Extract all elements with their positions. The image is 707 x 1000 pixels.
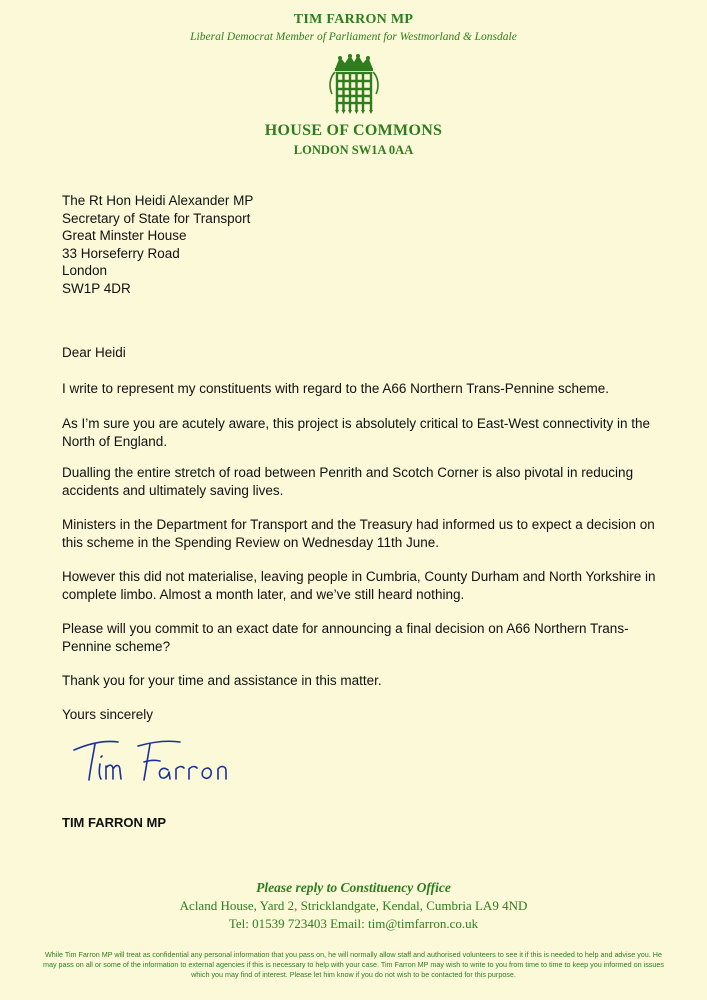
footer-contact: Tel: 01539 723403 Email: tim@timfarron.co.uk xyxy=(228,916,479,931)
letterhead-name: TIM FARRON MP xyxy=(293,12,414,27)
footer-address: Acland House, Yard 2, Stricklandgate, Kendal, Cumbria LA9 4ND xyxy=(179,898,528,913)
handwritten-signature xyxy=(68,732,238,792)
house-of-commons-heading: HOUSE OF COMMONS xyxy=(264,122,443,139)
recipient-line: Great Minster House xyxy=(62,228,187,244)
body-paragraph: However this did not materialise, leaving people in Cumbria, County Durham and North Yorkshire in complete limbo. Almost a month later, and we’ve still heard nothing. xyxy=(62,569,656,602)
body-paragraph: Ministers in the Department for Transport and the Treasury had informed us to expect a decision on this scheme in the Spending Review on Wednesday 11th June. xyxy=(62,517,655,550)
salutation: Dear Heidi xyxy=(62,345,126,360)
letterhead-address: LONDON SW1A 0AA xyxy=(293,143,414,157)
body-paragraph: Dualling the entire stretch of road between Penrith and Scotch Corner is also pivotal in reducing accidents and ultimately saving lives. xyxy=(62,465,634,498)
privacy-disclaimer: While Tim Farron MP will treat as confidential any personal information that you pass on, he will normally allow staff and authorised volunteers to see it if this is needed to help and advise you. He may pass on all or some of the information to external agencies if this is necessary to help with your case. Tim Farron MP may wish to write to you from time to time to keep you informed on issues which you may find of interest. Please let him know if you do not wish to be contacted for this purpose. xyxy=(42,950,665,979)
body-paragraph: I write to represent my constituents with regard to the A66 Northern Trans-Pennine scheme. xyxy=(62,381,610,396)
body-paragraph: Thank you for your time and assistance in this matter. xyxy=(62,673,382,688)
footer xyxy=(0,880,707,932)
signoff-name: TIM FARRON MP xyxy=(62,815,166,830)
recipient-line: Secretary of State for Transport xyxy=(62,210,251,226)
body-paragraph: As I’m sure you are acutely aware, this project is absolutely critical to East-West connectivity in the North of England. xyxy=(62,416,650,449)
recipient-line: 33 Horseferry Road xyxy=(62,245,180,261)
body-paragraph: Please will you commit to an exact date for announcing a final decision on A66 Northern Trans-Pennine scheme? xyxy=(62,621,629,654)
letterhead-subtitle: Liberal Democrat Member of Parliament for Westmorland & Lonsdale xyxy=(190,31,517,43)
footer-reply-heading: Please reply to Constituency Office xyxy=(256,880,451,895)
letterhead xyxy=(0,12,707,158)
portcullis-icon xyxy=(326,54,382,114)
recipient-line: The Rt Hon Heidi Alexander MP xyxy=(62,193,254,208)
recipient-line: SW1P 4DR xyxy=(62,280,131,296)
recipient-line: London xyxy=(62,263,108,279)
recipient-address xyxy=(62,192,253,298)
closing: Yours sincerely xyxy=(62,707,154,722)
